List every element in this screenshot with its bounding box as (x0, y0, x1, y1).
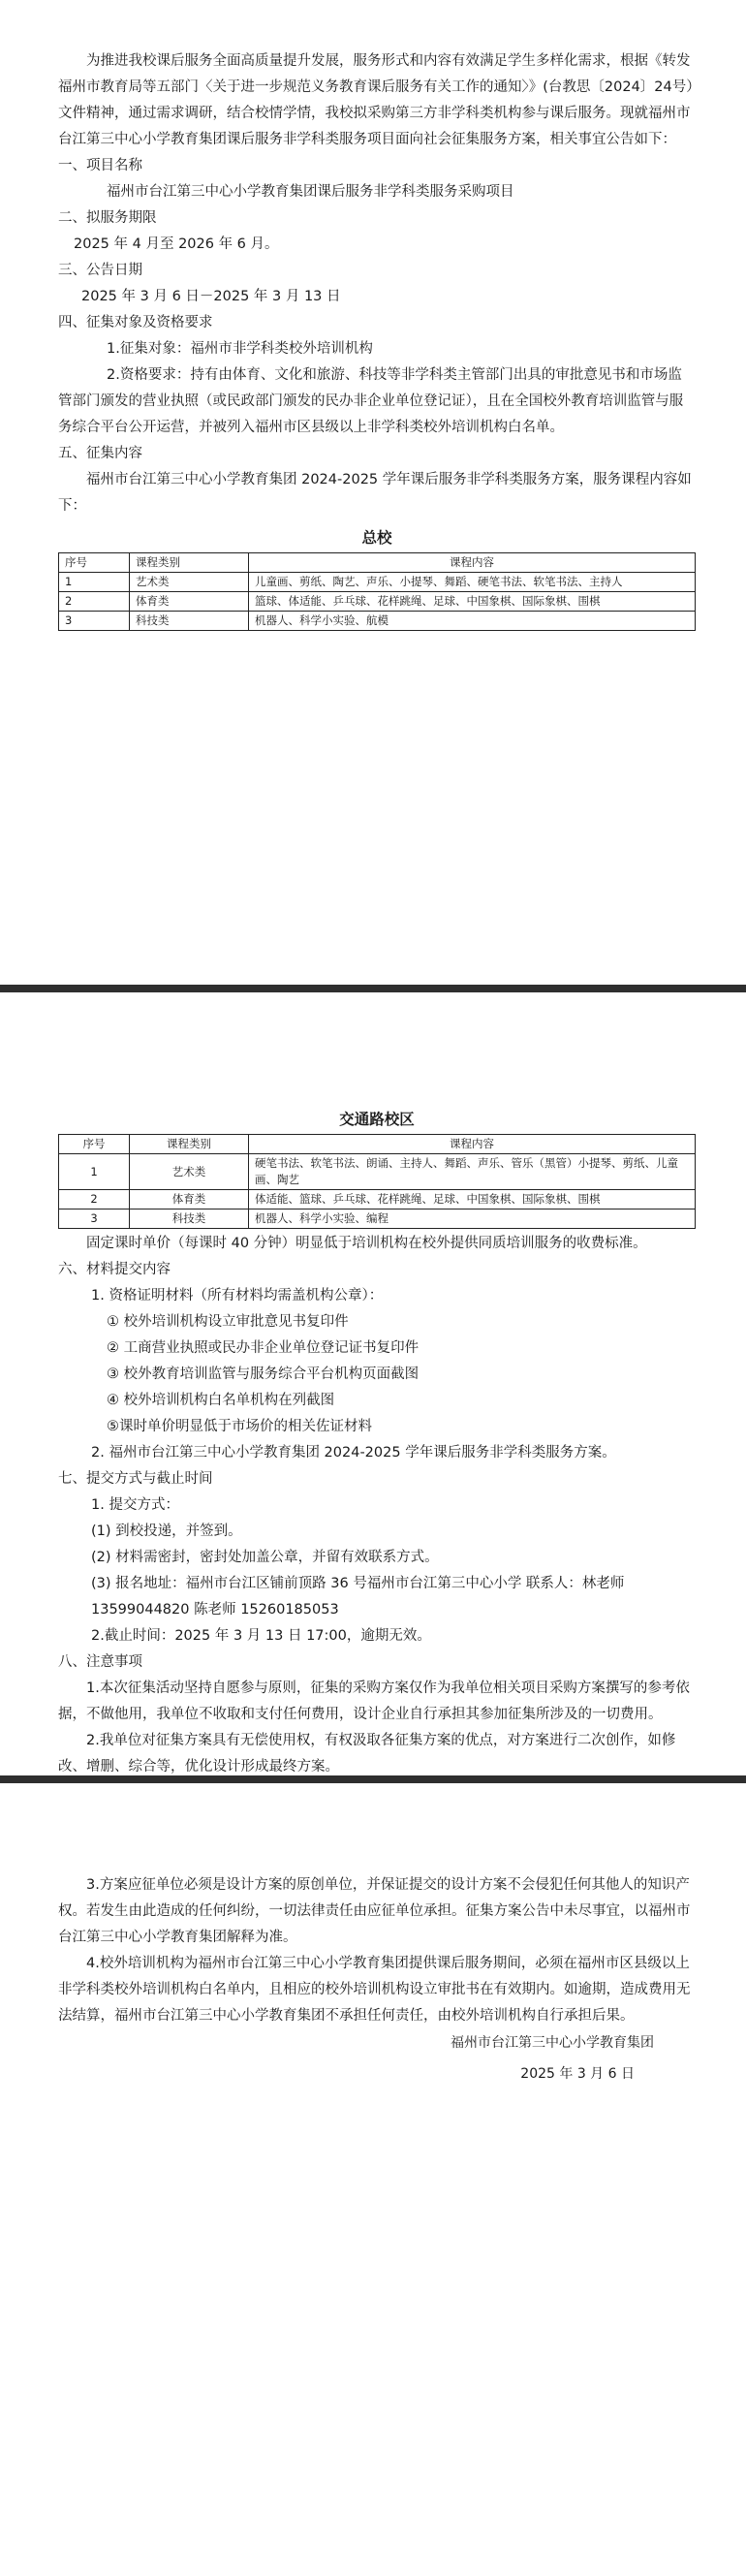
table-row (59, 573, 696, 592)
submission-address: (3) 报名地址：福州市台江区铺前顶路 36 号福州市台江第三中心小学 联系人：林老师 13599044820 陈老师 15260185053 (91, 1576, 625, 1618)
page-divider (0, 985, 746, 992)
table-row (59, 1154, 696, 1190)
section-1-text: 福州市台江第三中心小学教育集团课后服务非学科类服务采购项目 (107, 184, 514, 200)
course-table-jiaotong-campus (58, 1134, 696, 1229)
table-cell: 3 (59, 1209, 130, 1229)
signature-organization: 福州市台江第三中心小学教育集团 (451, 2035, 654, 2051)
section-4-item-2: 2.资格要求：持有由体育、文化和旅游、科技等非学科类主管部门出具的审批意见书和市场监管部门颁发的营业执照（或民政部门颁发的民办非企业单位登记证），且在全国校外教育培训监管与服务综合平台公开运营，并被列入福州市区县级以上非学科类校外培训机构白名单。 (58, 367, 684, 435)
section-6-item-2: 2. 福州市台江第三中心小学教育集团 2024-2025 学年课后服务非学科类服务方案。 (91, 1445, 616, 1461)
table-cell: 3 (59, 612, 130, 631)
section-8-item-3: 3.方案应征单位必须是设计方案的原创单位，并保证提交的设计方案不会侵犯任何其他人的知识产权。若发生由此造成的任何纠纷，一切法律责任由应征单位承担。征集方案公告中未尽事宜，以福州市台江第三中心小学教育集团解释为准。 (58, 1877, 691, 1945)
section-1-heading: 一、项目名称 (58, 158, 142, 173)
table-cell: 体适能、篮球、乒乓球、花样跳绳、足球、中国象棋、国际象棋、围棋 (249, 1190, 696, 1209)
table-cell: 机器人、科学小实验、航模 (249, 612, 696, 631)
table-cell: 体育类 (130, 1190, 249, 1209)
table-cell: 艺术类 (130, 573, 249, 592)
signature-date: 2025 年 3 月 6 日 (520, 2066, 635, 2082)
section-8-item-1: 1.本次征集活动坚持自愿参与原则，征集的采购方案仅作为我单位相关项目采购方案撰写的参考依据，不做他用，我单位不收取和支付任何费用，设计企业自行承担其参加征集所涉及的一切费用。 (58, 1681, 690, 1722)
table-header-row (59, 1135, 696, 1154)
table-cell: 2 (59, 1190, 130, 1209)
material-item: ① 校外培训机构设立审批意见书复印件 (107, 1314, 349, 1330)
document-page-3 (0, 1785, 746, 2576)
table-header-cell: 序号 (59, 553, 130, 573)
section-2-text: 2025 年 4 月至 2026 年 6 月。 (74, 236, 279, 252)
section-7-item-1: 1. 提交方式： (91, 1497, 179, 1513)
material-item: ⑤课时单价明显低于市场价的相关佐证材料 (107, 1419, 372, 1434)
intro-paragraph: 为推进我校课后服务全面高质量提升发展，服务形式和内容有效满足学生多样化需求，根据《转发福州市教育局等五部门〈关于进一步规范义务教育课后服务有关工作的通知〉》(台教思〔2024〕24号）文件精神，通过需求调研，结合校情学情，我校拟采购第三方非学科类机构参与课后服务。现就福州市台江第三中心小学教育集团课后服务非学科类服务项目面向社会征集服务方案，相关事宜公告如下： (58, 53, 694, 147)
section-8-item-2: 2.我单位对征集方案具有无偿使用权，有权汲取各征集方案的优点，对方案进行二次创作，如修改、增删、综合等，优化设计形成最终方案。 (58, 1733, 676, 1775)
table-header-cell: 课程内容 (249, 553, 696, 573)
page-2-body (58, 1101, 696, 1780)
submission-method: (1) 到校投递，并签到。 (91, 1524, 242, 1539)
page-divider (0, 1775, 746, 1783)
table-cell: 儿童画、剪纸、陶艺、声乐、小提琴、舞蹈、硬笔书法、软笔书法、主持人 (249, 573, 696, 592)
signature-block (451, 2027, 654, 2089)
material-item: ② 工商营业执照或民办非企业单位登记证书复印件 (107, 1340, 420, 1356)
material-item: ④ 校外培训机构白名单机构在列截图 (107, 1393, 335, 1408)
section-4-item-1: 1.征集对象：福州市非学科类校外培训机构 (107, 341, 373, 357)
table-cell: 硬笔书法、软笔书法、朗诵、主持人、舞蹈、声乐、管乐（黑管）小提琴、剪纸、儿童画、陶艺 (249, 1154, 696, 1190)
section-6-heading: 六、材料提交内容 (58, 1262, 171, 1277)
course-table-main-campus (58, 552, 696, 631)
table-header-row (59, 553, 696, 573)
table-1-title: 总校 (361, 529, 392, 547)
table-cell: 篮球、体适能、乒乓球、花样跳绳、足球、中国象棋、国际象棋、围棋 (249, 592, 696, 612)
table-header-cell: 课程类别 (130, 553, 249, 573)
section-4-heading: 四、征集对象及资格要求 (58, 315, 213, 330)
section-6-item-1: 1. 资格证明材料（所有材料均需盖机构公章）： (91, 1288, 384, 1304)
table-row (59, 612, 696, 631)
table-header-cell: 序号 (59, 1135, 130, 1154)
document-page-2 (0, 992, 746, 1775)
table-cell: 科技类 (130, 612, 249, 631)
table-header-cell: 课程内容 (249, 1135, 696, 1154)
section-5-text: 福州市台江第三中心小学教育集团 2024-2025 学年课后服务非学科类服务方案，服务课程内容如下： (58, 472, 692, 514)
section-3-heading: 三、公告日期 (58, 263, 142, 278)
material-item: ③ 校外教育培训监管与服务综合平台机构页面截图 (107, 1367, 420, 1382)
section-8-heading: 八、注意事项 (58, 1654, 142, 1670)
table-cell: 1 (59, 573, 130, 592)
section-5-heading: 五、征集内容 (58, 446, 142, 461)
section-2-heading: 二、拟服务期限 (58, 210, 157, 226)
table-cell: 1 (59, 1154, 130, 1190)
section-7-heading: 七、提交方式与截止时间 (58, 1471, 213, 1487)
table-cell: 科技类 (130, 1209, 249, 1229)
section-3-text: 2025 年 3 月 6 日－2025 年 3 月 13 日 (81, 289, 341, 304)
page-3-body (58, 1872, 696, 2029)
page-1-body (58, 48, 696, 631)
document-page-1 (0, 0, 746, 985)
table-cell: 机器人、科学小实验、编程 (249, 1209, 696, 1229)
section-8-item-4: 4.校外培训机构为福州市台江第三中心小学教育集团提供课后服务期间，必须在福州市区县级以上非学科类校外培训机构白名单内，且相应的校外培训机构设立审批书在有效期内。如逾期，造成费用无法结算，福州市台江第三中心小学教育集团不承担任何责任，由校外培训机构自行承担后果。 (58, 1956, 691, 2024)
table-cell: 体育类 (130, 592, 249, 612)
table-2-title: 交通路校区 (339, 1111, 415, 1128)
table-row (59, 1209, 696, 1229)
section-7-item-2: 2.截止时间：2025 年 3 月 13 日 17:00，逾期无效。 (91, 1628, 431, 1644)
price-note: 固定课时单价（每课时 40 分钟）明显低于培训机构在校外提供同质培训服务的收费标准。 (86, 1236, 647, 1251)
table-cell: 艺术类 (130, 1154, 249, 1190)
table-header-cell: 课程类别 (130, 1135, 249, 1154)
table-row (59, 1190, 696, 1209)
table-cell: 2 (59, 592, 130, 612)
table-row (59, 592, 696, 612)
submission-method: (2) 材料需密封，密封处加盖公章，并留有效联系方式。 (91, 1550, 439, 1565)
